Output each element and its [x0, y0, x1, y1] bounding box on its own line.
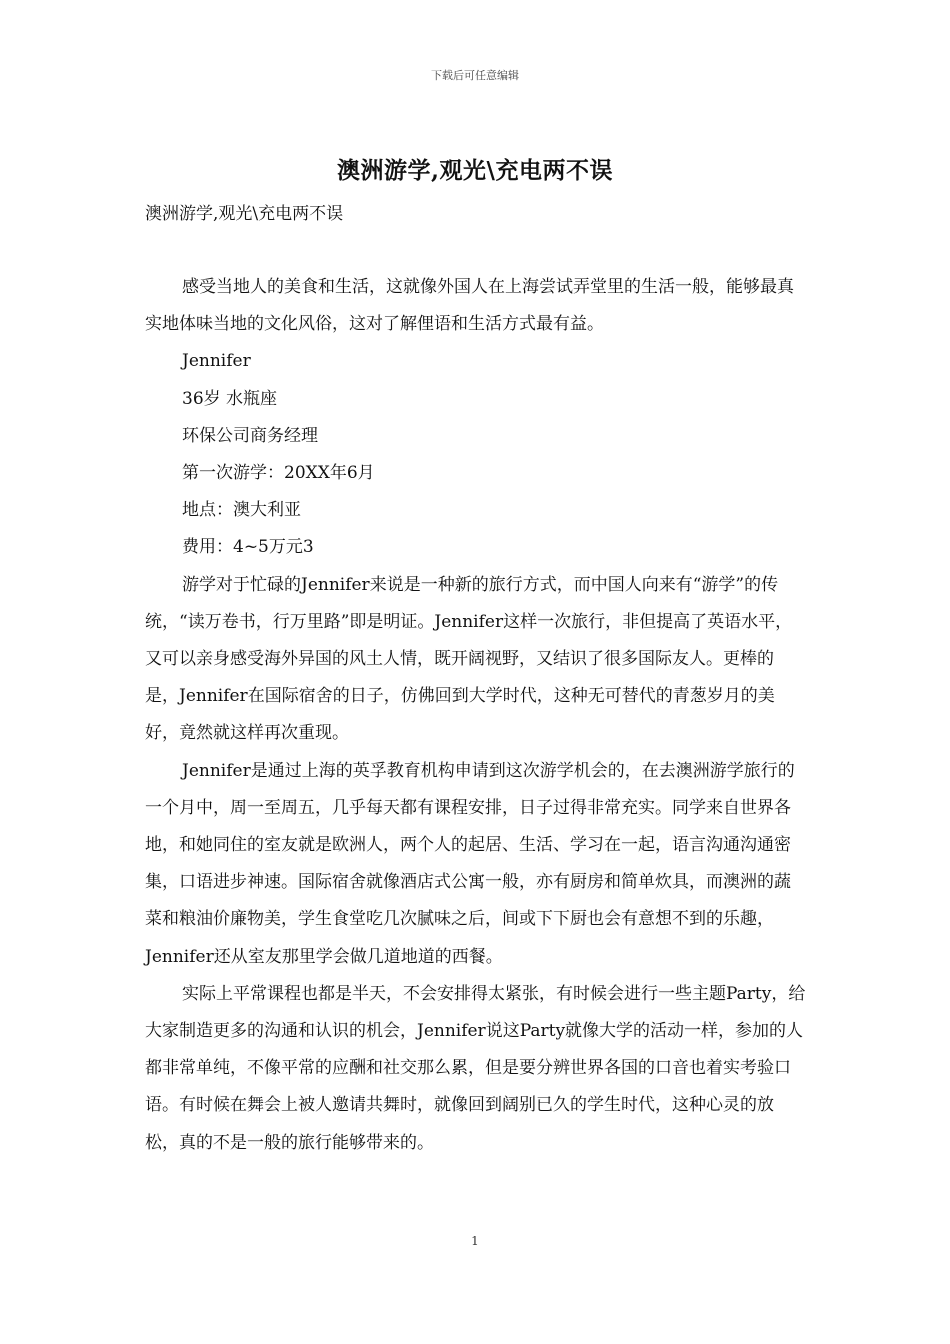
profile-location: 地点：澳大利亚: [182, 500, 301, 521]
paragraph-application: Jennifer是通过上海的英孚教育机构申请到这次游学机会的，在去澳洲游学旅行的一个月中，周一至周五，几乎每天都有课程安排，日子过得非常充实。同学来自世界各地，和她同住的室友就是欧洲人，两个人的起居、生活、学习在一起，语言沟通沟通密集，口语进步神速。国际宿舍就像酒店式公寓一般，亦有厨房和简单炊具，而澳洲的蔬菜和粮油价廉物美，学生食堂吃几次腻味之后，间或下下厨也会有意想不到的乐趣，Jennifer还从室友那里学会做几道地道的西餐。: [145, 760, 795, 967]
paragraph-courses: 实际上平常课程也都是半天，不会安排得太紧张，有时候会进行一些主题Party，给大家制造更多的沟通和认识的机会，Jennifer说这Party就像大学的活动一样，参加的人都非常单纯，不像平常的应酬和社交那么累，但是要分辨世界各国的口音也着实考验口语。有时候在舞会上被人邀请共舞时，就像回到阔别已久的学生时代，这种心灵的放松，真的不是一般的旅行能够带来的。: [145, 983, 806, 1153]
document-body: [145, 269, 807, 1162]
profile-age: 36岁 水瓶座: [182, 388, 278, 409]
paragraph-study-travel: 游学对于忙碌的Jennifer来说是一种新的旅行方式，而中国人向来有“游学”的传统，“读万卷书，行万里路”即是明证。Jennifer这样一次旅行，非但提高了英语水平，又可以亲身感受海外异国的风土人情，既开阔视野，又结识了很多国际友人。更棒的是，Jennifer在国际宿舍的日子，仿佛回到大学时代，这种无可替代的青葱岁月的美好，竟然就这样再次重现。: [145, 574, 793, 744]
document-subtitle: 澳洲游学,观光\充电两不误: [145, 204, 344, 224]
profile-first-trip: 第一次游学：20XX年6月: [182, 463, 375, 484]
profile-job: 环保公司商务经理: [182, 425, 318, 446]
profile-cost: 费用：4~5万元3: [182, 537, 314, 558]
paragraph-intro: 感受当地人的美食和生活，这就像外国人在上海尝试弄堂里的生活一般，能够最真实地体味当地的文化风俗，这对了解俚语和生活方式最有益。: [145, 277, 794, 335]
page-number: 1: [471, 1234, 479, 1248]
header-note: 下载后可任意编辑: [431, 69, 519, 82]
profile-name: Jennifer: [182, 351, 251, 372]
document-title: 澳洲游学,观光\充电两不误: [337, 157, 613, 184]
